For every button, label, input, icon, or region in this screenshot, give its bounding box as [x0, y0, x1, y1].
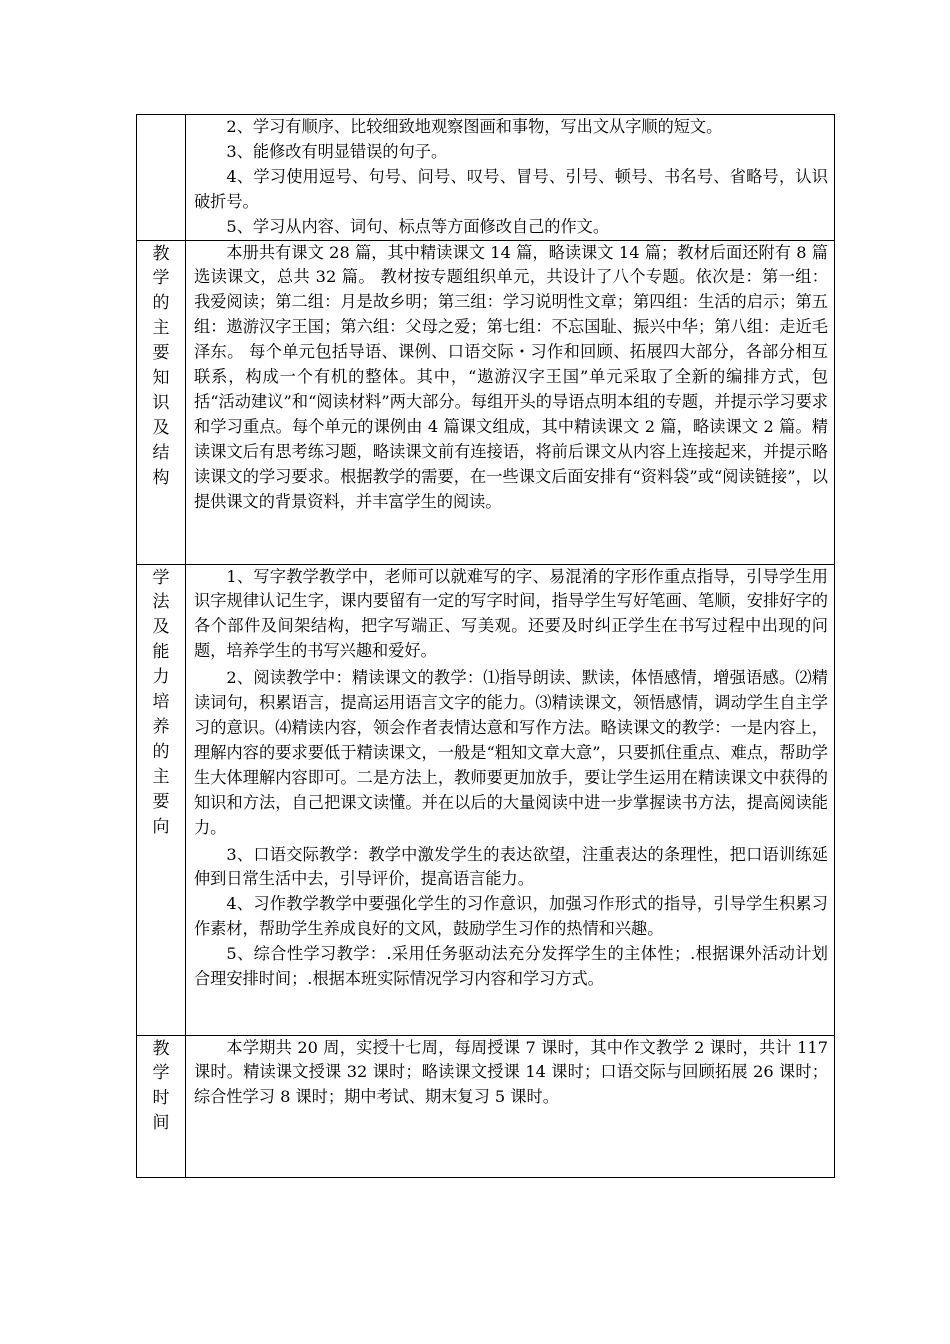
row-label-char: 学 [152, 567, 170, 588]
content-paragraph: 3、口语交际教学：教学中激发学生的表达欲望，注重表达的条理性，把口语训练延伸到日常生活中去，引导评价，提高语言能力。 [194, 844, 828, 889]
content-paragraph: 5、综合性学习教学：.采用任务驱动法充分发挥学生的主体性；.根据课外活动计划合理安排时间；.根据本班实际情况学习内容和学习方式。 [194, 944, 828, 989]
row-label-char: 教 [152, 243, 170, 264]
row-label-char: 法 [152, 592, 170, 613]
content-paragraph: 2、学习有顺序、比较细致地观察图画和事物，写出文从字顺的短文。 [226, 117, 723, 136]
row-label-char: 教 [152, 1038, 170, 1059]
row-label-char: 学 [152, 1063, 170, 1084]
row-label-char: 主 [152, 318, 170, 339]
row-label-knowledge-structure [137, 241, 185, 491]
row-content-cell [186, 1035, 835, 1177]
row-label-char: 要 [152, 343, 170, 364]
content-paragraph: 5、学习从内容、词句、标点等方面修改自己的作文。 [226, 216, 610, 236]
row-label-char: 能 [152, 642, 170, 663]
row-label-char: 学 [152, 268, 170, 289]
content-paragraph: 2、阅读教学中：精读课文的教学：⑴指导朗读、默读，体悟感情，增强语感。⑵精读词句，积累语言，提高运用语言文字的能力。⑶精读课文，领悟感情，调动学生自主学习的意识。⑷精读内容，领会作者表情达意和写作方法。略读课文的教学：一是内容上，理解内容的要求要低于精读课文，一般是“粗知文章大意”，只要抓住重点、难点，帮助学生大体理解内容即可。二是方法上，教师要更加放手，要让学生运用在精读课文中获得的知识和方法，自己把课文读懂。并在以后的大量阅读中进一步掌握读书方法，提高阅读能力。 [194, 668, 828, 837]
row-label-char: 向 [152, 816, 170, 837]
content-paragraph: 4、学习使用逗号、句号、问号、叹号、冒号、引号、顿号、书名号、省略号，认识破折号。 [194, 166, 828, 211]
row-label-char: 要 [152, 791, 170, 812]
row-label-char: 时 [152, 1088, 170, 1109]
content-paragraph: 3、能修改有明显错误的句子。 [226, 141, 448, 161]
row-label-cell [137, 115, 186, 241]
row-content-cell [186, 115, 835, 241]
row-label-char: 构 [152, 467, 170, 488]
row-label-char: 结 [152, 442, 170, 463]
row-label-char: 的 [152, 741, 170, 762]
row-label-char: 养 [152, 716, 170, 737]
row-label-char: 力 [152, 667, 170, 688]
row-label-char: 及 [152, 617, 170, 638]
teaching-plan-table [136, 114, 835, 1178]
row-label-teaching-time [137, 1036, 185, 1137]
table-row-learning-methods [137, 564, 835, 1035]
row-label-cell [137, 1035, 186, 1177]
table-row-knowledge-structure [137, 240, 835, 564]
row-content-cell [186, 240, 835, 564]
row-label-char: 知 [152, 368, 170, 389]
content-paragraph: 本册共有课文 28 篇，其中精读课文 14 篇，略读课文 14 篇；教材后面还附有 8 篇选读课文，总共 32 篇。 教材按专题组织单元，共设计了八个专题。依次是：第一组：我爱阅读；第二组：月是故乡明；第三组：学习说明性文章；第四组：生活的启示；第五组：遨游汉字王国；第六组：父母之爱；第七组：不忘国耻、振兴中华；第八组：走近毛泽东。 每个单元包括导语、课例、口语交际・习作和回顾、拓展四大部分，各部分相互联系，构成一个有机的整体。其中，“遨游汉字王国”单元采取了全新的编排方式，包括“活动建议”和“阅读材料”两大部分。每组开头的导语点明本组的专题，并提示学习要求和学习重点。每个单元的课例由 4 篇课文组成，其中精读课文 2 篇，略读课文 2 篇。精读课文后有思考练习题，略读课文前有连接语，将前后课文从内容上连接起来，并提示略读课文的学习要求。根据教学的需要，在一些课文后面安排有“资料袋”或“阅读链接”，以提供课文的背景资料，并丰富学生的阅读。 [194, 242, 828, 511]
row-label-char: 间 [152, 1113, 170, 1134]
row-label-char: 及 [152, 417, 170, 438]
row-label-cell [137, 564, 186, 1035]
row-label-char: 识 [152, 392, 170, 413]
row-label-cell [137, 240, 186, 564]
content-paragraph: 本学期共 20 周，实授十七周，每周授课 7 课时，其中作文教学 2 课时，共计 117 课时。精读课文授课 32 课时；略读课文授课 14 课时；口语交际与回顾拓展 26 课时；综合性学习 8 课时；期中考试、期末复习 5 课时。 [194, 1037, 828, 1107]
row-label-char: 主 [152, 766, 170, 787]
row-label-char: 的 [152, 293, 170, 314]
table-row-teaching-time [137, 1035, 835, 1177]
row-label [137, 115, 185, 116]
row-content-cell [186, 564, 835, 1035]
row-label-learning-methods [137, 565, 185, 840]
row-label-char: 培 [152, 692, 170, 713]
table-row-goals-continued [137, 115, 835, 241]
content-paragraph: 1、写字教学教学中，老师可以就难写的字、易混淆的字形作重点指导，引导学生用识字规律认记生字，课内要留有一定的写字时间，指导学生写好笔画、笔顺，安排好字的各个部件及间架结构，把字写端正、写美观。还要及时纠正学生在书写过程中出现的问题，培养学生的书写兴趣和爱好。 [194, 566, 828, 661]
content-paragraph: 4、习作教学教学中要强化学生的习作意识，加强习作形式的指导，引导学生积累习作素材，帮助学生养成良好的文风，鼓励学生习作的热情和兴趣。 [194, 894, 828, 939]
